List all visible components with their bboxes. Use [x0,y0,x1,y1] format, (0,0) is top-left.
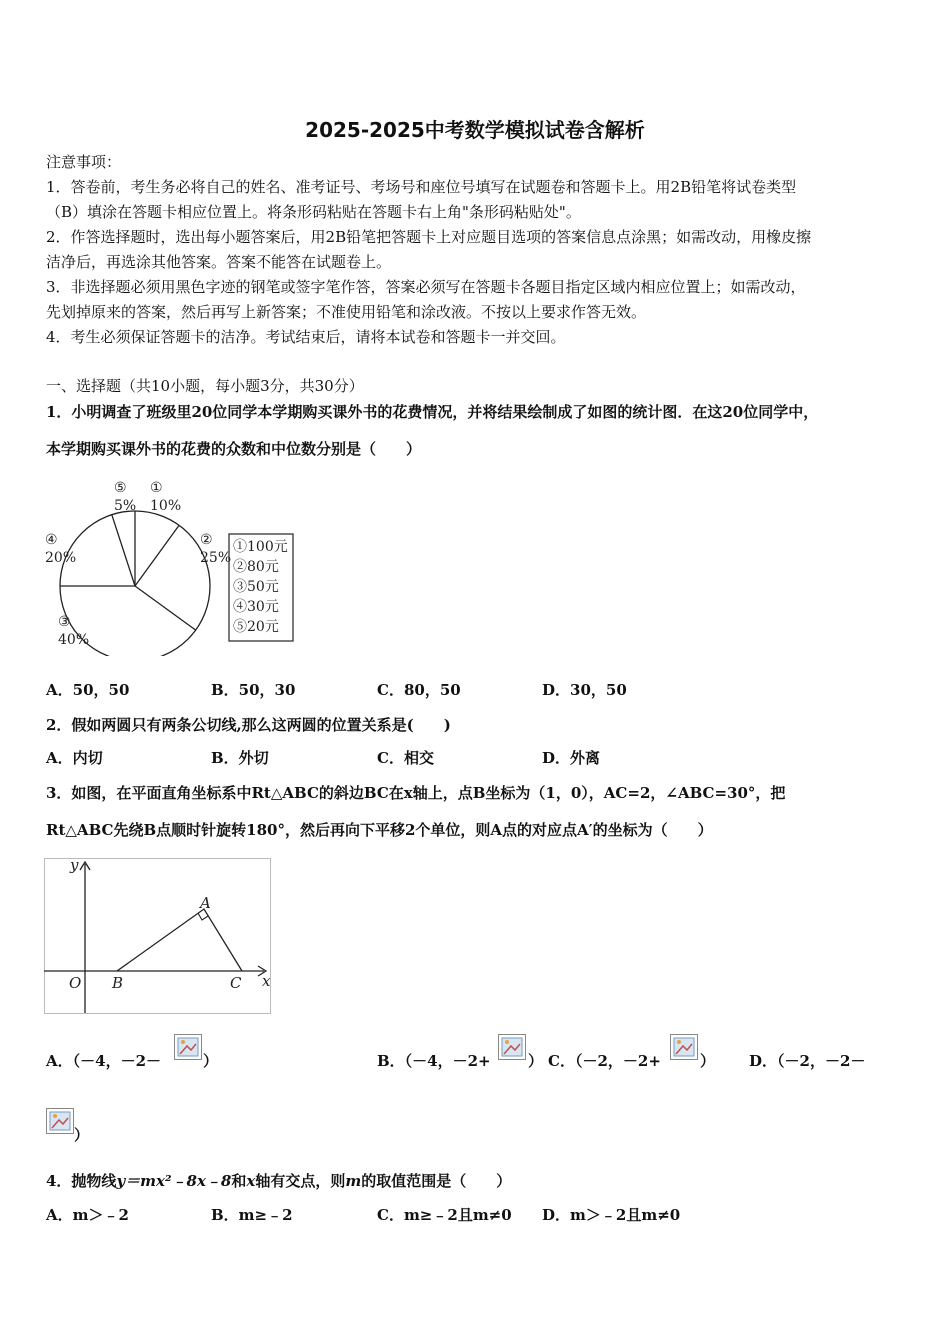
q4-option-a: A．m＞﹣2 [46,1206,129,1224]
q3-option-d-close: ） [74,1126,90,1144]
pie-slice-percent: 20% [45,550,77,566]
q3-option-b: B．（－4，－2+ [377,1052,491,1070]
pie-slice-divider [112,515,135,586]
broken-image-icon [670,1034,698,1060]
broken-image-icon [46,1108,74,1134]
q3-option-d: D．（－2，－2－ [749,1052,866,1070]
pie-slice-label: ⑤ [114,480,127,496]
q3-option-a: A．（－4，－2－ [46,1052,162,1070]
point-b-label: B [112,974,124,992]
notice-line: 3．非选择题必须用黑色字迹的钢笔或签字笔作答，答案必须写在答题卡各题目指定区域内相应位置上；如需改动， [46,278,806,296]
q3-option-c-close: ） [700,1052,716,1070]
q1-option-b: B．50，30 [211,681,296,699]
legend-item: ③50元 [233,579,279,595]
notice-line: 洁净后，再选涂其他答案。答案不能答在试题卷上。 [46,253,392,271]
q3-option-a-close: ） [203,1052,219,1070]
pie-slice-label: ③ [58,614,71,630]
notice-line: 4．考生必须保证答题卡的洁净。考试结束后，请将本试卷和答题卡一并交回。 [46,328,566,346]
notice-line: （B）填涂在答题卡相应位置上。将条形码粘贴在答题卡右上角"条形码粘贴处"。 [46,203,581,221]
q3-option-c: C．（－2，－2+ [548,1052,661,1070]
y-axis-label: y [70,858,79,874]
pie-slice-divider [135,586,196,630]
q4-option-d: D．m＞﹣2且m≠0 [542,1206,681,1224]
q2-stem: 2．假如两圆只有两条公切线,那么这两圆的位置关系是( ) [46,716,451,734]
q3-option-b-close: ） [528,1052,544,1070]
q4-option-b: B．m≥﹣2 [211,1206,293,1224]
legend-item: ①100元 [233,539,288,555]
pie-chart [40,476,305,656]
q4-option-c: C．m≥﹣2且m≠0 [377,1206,512,1224]
notice-line: 2．作答选择题时，选出每小题答案后，用2B铅笔把答题卡上对应题目选项的答案信息点涂黑；如需改动，用橡皮擦 [46,228,812,246]
legend-item: ⑤20元 [233,619,279,635]
broken-image-icon [174,1034,202,1060]
pie-slice-label: ④ [45,532,58,548]
q1-stem: 1．小明调查了班级里20位同学本学期购买课外书的花费情况，并将结果绘制成了如图的统计图．在这20位同学中， [46,403,819,421]
notice-line: 先划掉原来的答案，然后再写上新答案；不准使用铅笔和涂改液。不按以上要求作答无效。 [46,303,647,321]
x-axis-label: x [262,972,271,990]
legend-item: ④30元 [233,599,279,615]
q1-option-a: A．50，50 [46,681,130,699]
pie-slice-divider [135,525,179,586]
q3-stem: 3．如图，在平面直角坐标系中Rt△ABC的斜边BC在x轴上，点B坐标为（1，0），AC=2，∠ABC=30°，把 [46,784,786,802]
q3-stem: Rt△ABC先绕B点顺时针旋转180°，然后再向下平移2个单位，则A点的对应点A′的坐标为（ ） [46,821,713,839]
legend-item: ②80元 [233,559,279,575]
q1-option-c: C．80，50 [377,681,461,699]
coordinate-figure [44,858,274,1018]
point-c-label: C [230,974,242,992]
pie-slice-percent: 10% [150,498,182,514]
pie-slice-percent: 25% [200,550,232,566]
broken-image-icon [498,1034,526,1060]
pie-slice-percent: 5% [114,498,137,514]
point-a-label: A [200,894,211,912]
origin-label: O [69,974,82,992]
pie-slice-label: ② [200,532,213,548]
q1-stem: 本学期购买课外书的花费的众数和中位数分别是（ ） [46,440,422,458]
notice-heading: 注意事项： [46,153,122,171]
section-heading: 一、选择题（共10小题，每小题3分，共30分） [46,377,364,395]
q2-option-c: C．相交 [377,749,434,767]
pie-slice-percent: 40% [58,632,90,648]
q1-option-d: D．30，50 [542,681,627,699]
pie-slice-label: ① [150,480,163,496]
q2-option-a: A．内切 [46,749,103,767]
notice-line: 1．答卷前，考生务必将自己的姓名、准考证号、考场号和座位号填写在试题卷和答题卡上。用2B铅笔将试卷类型 [46,178,797,196]
q4-stem: 4．抛物线y＝mx²﹣8x﹣8和x轴有交点，则m的取值范围是（ ） [46,1172,512,1190]
page-title: 2025-2025中考数学模拟试卷含解析 [305,118,645,142]
q2-option-b: B．外切 [211,749,269,767]
q2-option-d: D．外离 [542,749,601,767]
triangle-abc [117,909,242,971]
